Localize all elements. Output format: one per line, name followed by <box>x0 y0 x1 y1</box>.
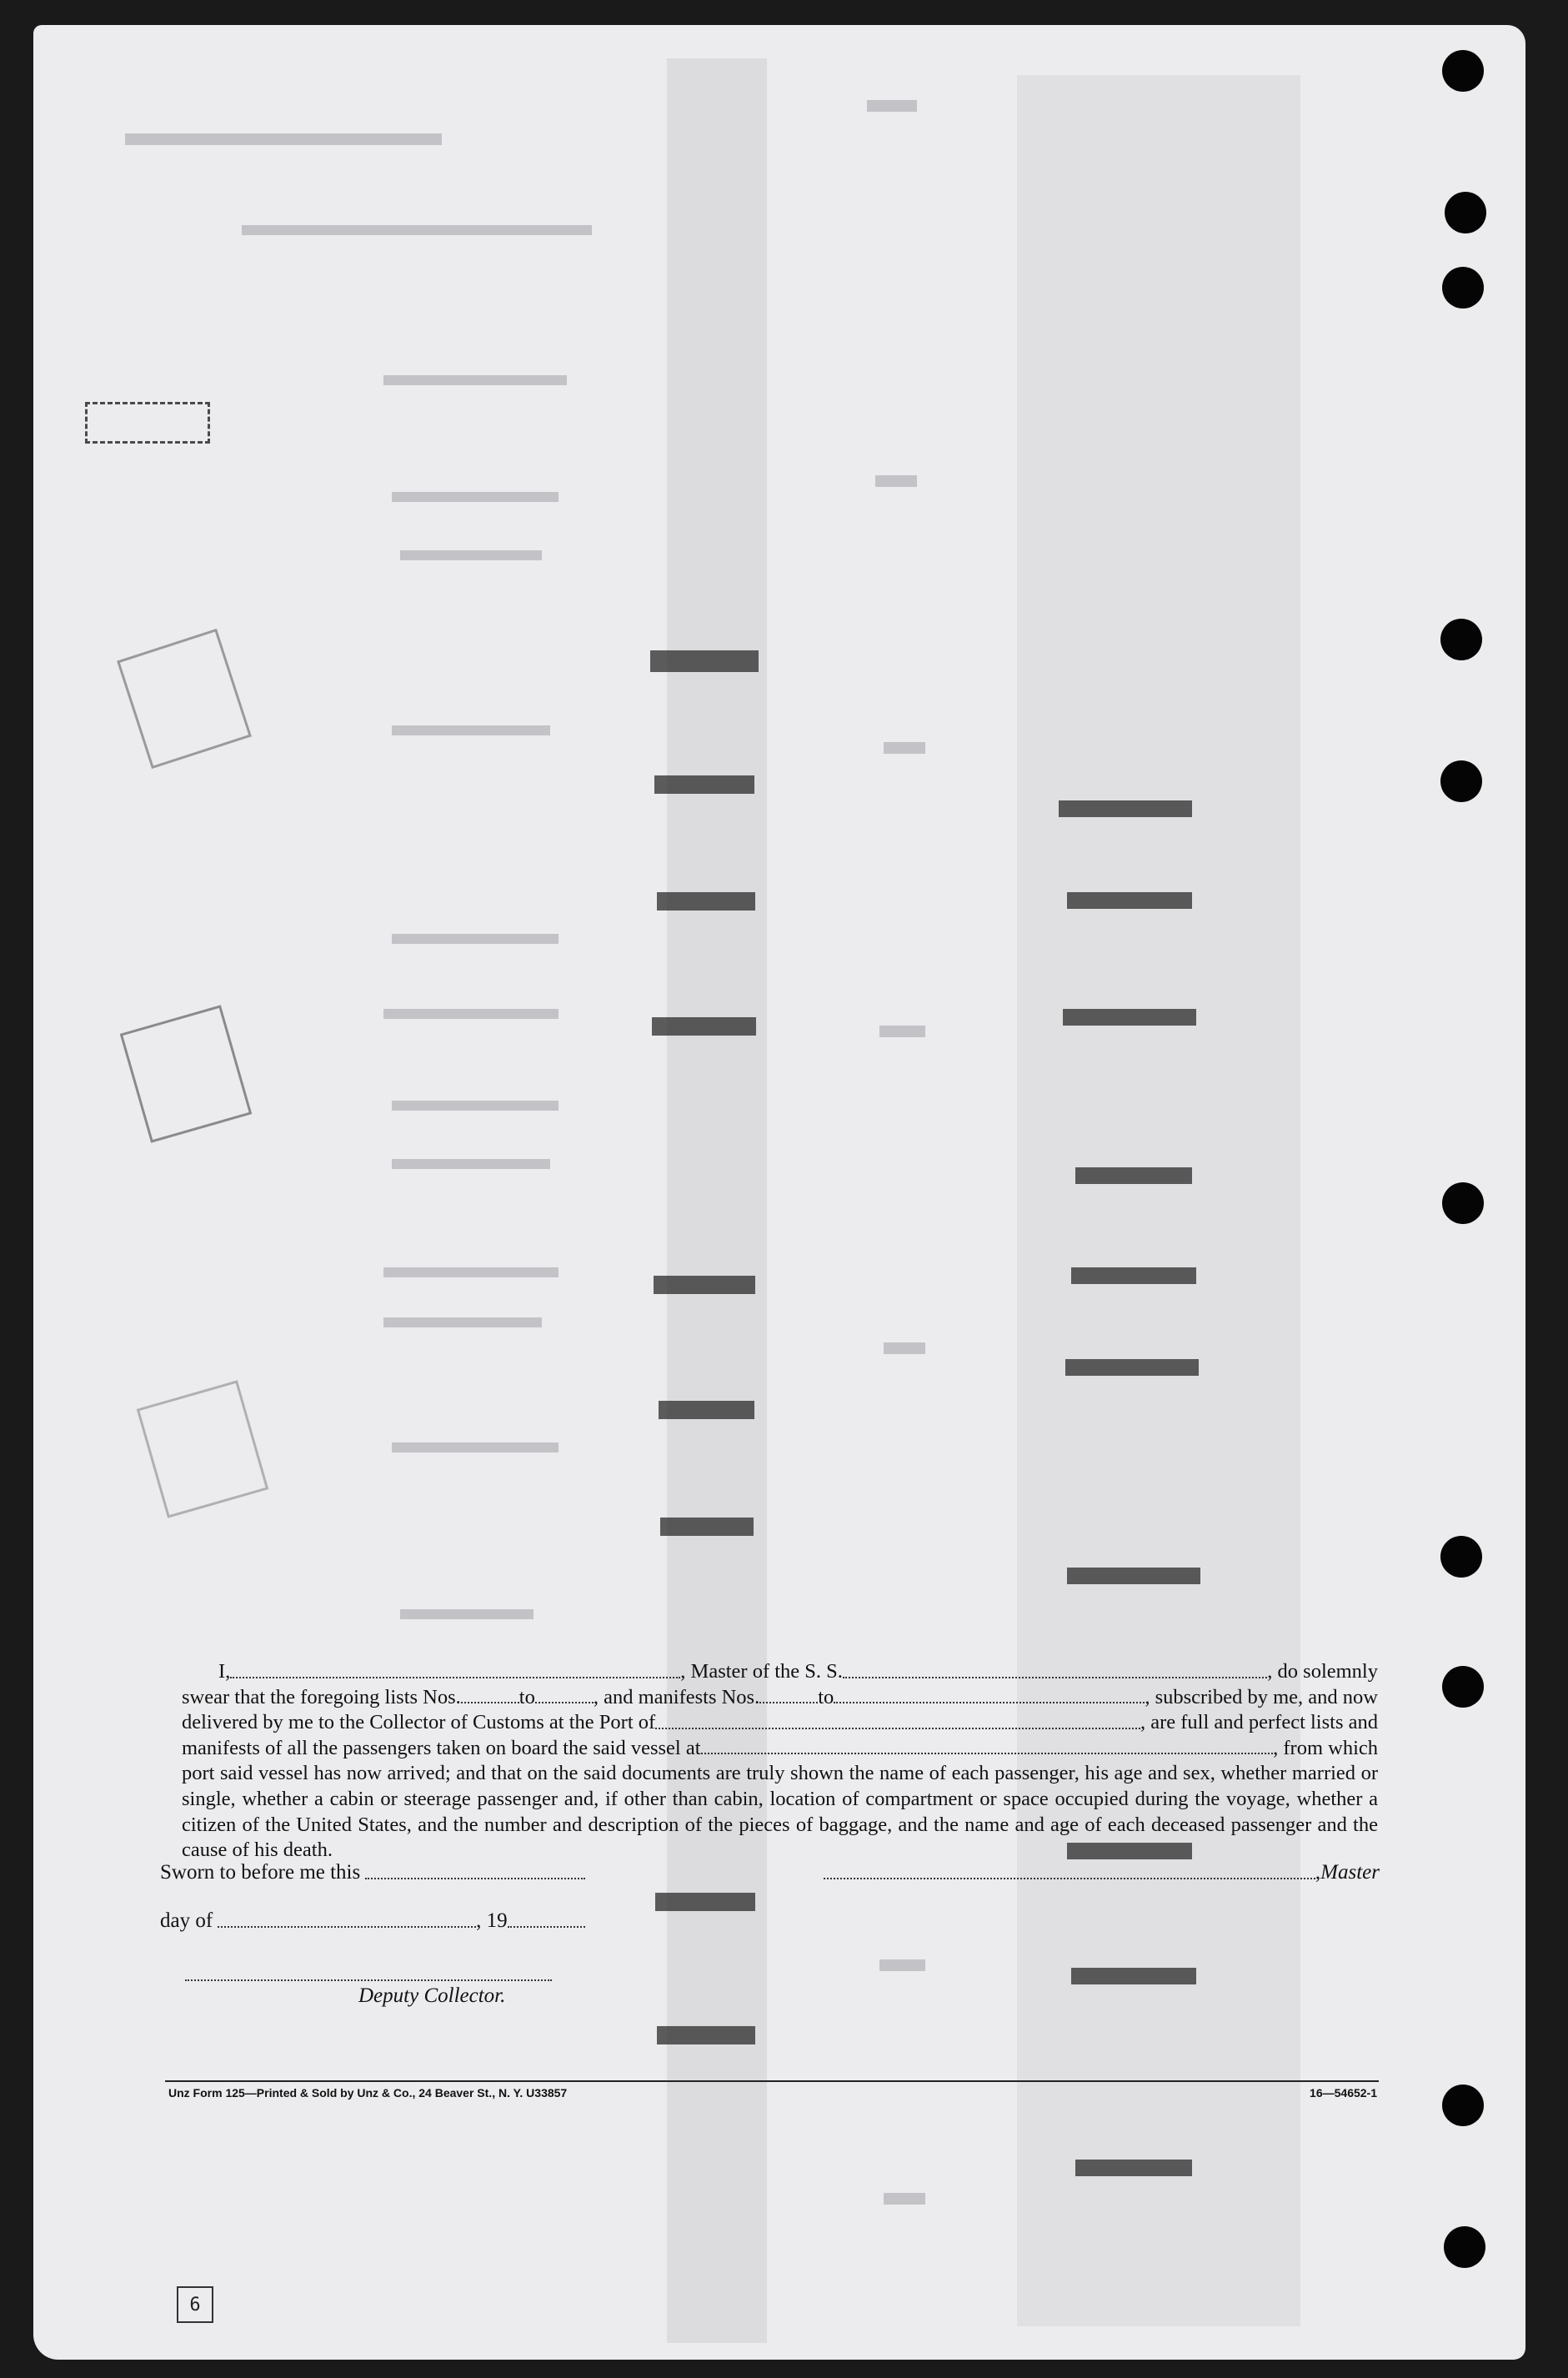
oath-text: , subscribed by me, and now <box>1145 1685 1378 1708</box>
printer-footer <box>168 2086 1377 2100</box>
oath-text: to <box>818 1685 834 1708</box>
year-prefix: , 19 <box>476 1909 508 1932</box>
footer-rule <box>165 2080 1379 2082</box>
punch-hole <box>1442 2085 1484 2126</box>
day-of-field[interactable] <box>218 1909 476 1928</box>
punch-hole <box>1440 619 1482 660</box>
stamp-mark <box>85 402 210 444</box>
oath-line-1 <box>182 1659 1378 1685</box>
deputy-collector-label <box>358 1984 505 2008</box>
oath-line-4 <box>182 1736 1378 1762</box>
oath-text: , Master of the S. S. <box>680 1660 843 1683</box>
punch-hole <box>1442 50 1484 92</box>
punch-hole <box>1440 1536 1482 1578</box>
sworn-row <box>160 1861 585 1884</box>
punch-hole <box>1442 1182 1484 1224</box>
oath-text: manifests of all the passengers taken on board the said vessel at <box>182 1736 701 1759</box>
oath-line-2 <box>182 1685 1378 1711</box>
oath-text: , are full and perfect lists and <box>1140 1711 1378 1734</box>
oath-text: swear that the foregoing lists Nos. <box>182 1685 461 1708</box>
punch-hole <box>1442 267 1484 309</box>
sworn-label: Sworn to before me this <box>160 1861 361 1884</box>
oath-text: , and manifests Nos. <box>593 1685 760 1708</box>
master-oath <box>182 1659 1378 1864</box>
printer-imprint: Unz Form 125—Printed & Sold by Unz & Co., 24 Beaver St., N. Y. U33857 <box>168 2086 568 2100</box>
punch-hole <box>1442 1666 1484 1708</box>
oath-text: , do solemnly <box>1267 1660 1378 1683</box>
deputy-line <box>185 1959 552 1981</box>
ship-name-field[interactable] <box>843 1659 1267 1678</box>
punch-hole <box>1445 192 1486 233</box>
sworn-date-field[interactable] <box>365 1861 585 1879</box>
punch-hole <box>1440 760 1482 802</box>
oath-text: , from which <box>1273 1736 1378 1759</box>
punch-hole <box>1444 2226 1485 2268</box>
master-label: Master <box>1320 1861 1380 1884</box>
master-signature-row: , Master <box>824 1861 1380 1884</box>
manifest-from-field[interactable] <box>759 1685 818 1704</box>
list-to-field[interactable] <box>535 1685 594 1704</box>
master-signature-field[interactable] <box>824 1861 1315 1879</box>
corner-number: 6 <box>177 2286 213 2323</box>
departure-port-field[interactable] <box>701 1736 1274 1755</box>
oath-text: I, <box>218 1660 231 1683</box>
form-number: 16—54652-1 <box>1310 2086 1377 2100</box>
day-of-row <box>160 1909 585 1933</box>
deputy-collector-text: Deputy Collector. <box>358 1984 506 2007</box>
day-of-label: day of <box>160 1909 213 1932</box>
port-field[interactable] <box>655 1710 1140 1729</box>
manifest-page <box>33 25 1525 2360</box>
oath-line-3 <box>182 1710 1378 1736</box>
year-field[interactable] <box>508 1909 585 1928</box>
list-from-field[interactable] <box>461 1685 519 1704</box>
bleed-through-marks <box>33 25 1525 2360</box>
master-name-field[interactable] <box>230 1659 680 1678</box>
oath-body: port said vessel has now arrived; and that on the said documents are truly shown the name of each passenger, his age and sex, whether married or single, whether a cabin or steerage passenger and, if other than cabin, location of compartment or space occupied during the voyage, whether a citizen of the United States, and the number and description of the pieces of baggage, and the name and age of each deceased passenger and the cause of his death. <box>182 1762 1378 1862</box>
manifest-to-field[interactable] <box>834 1685 1145 1704</box>
oath-text: to <box>518 1685 535 1708</box>
oath-text: delivered by me to the Collector of Customs at the Port of <box>182 1711 656 1734</box>
